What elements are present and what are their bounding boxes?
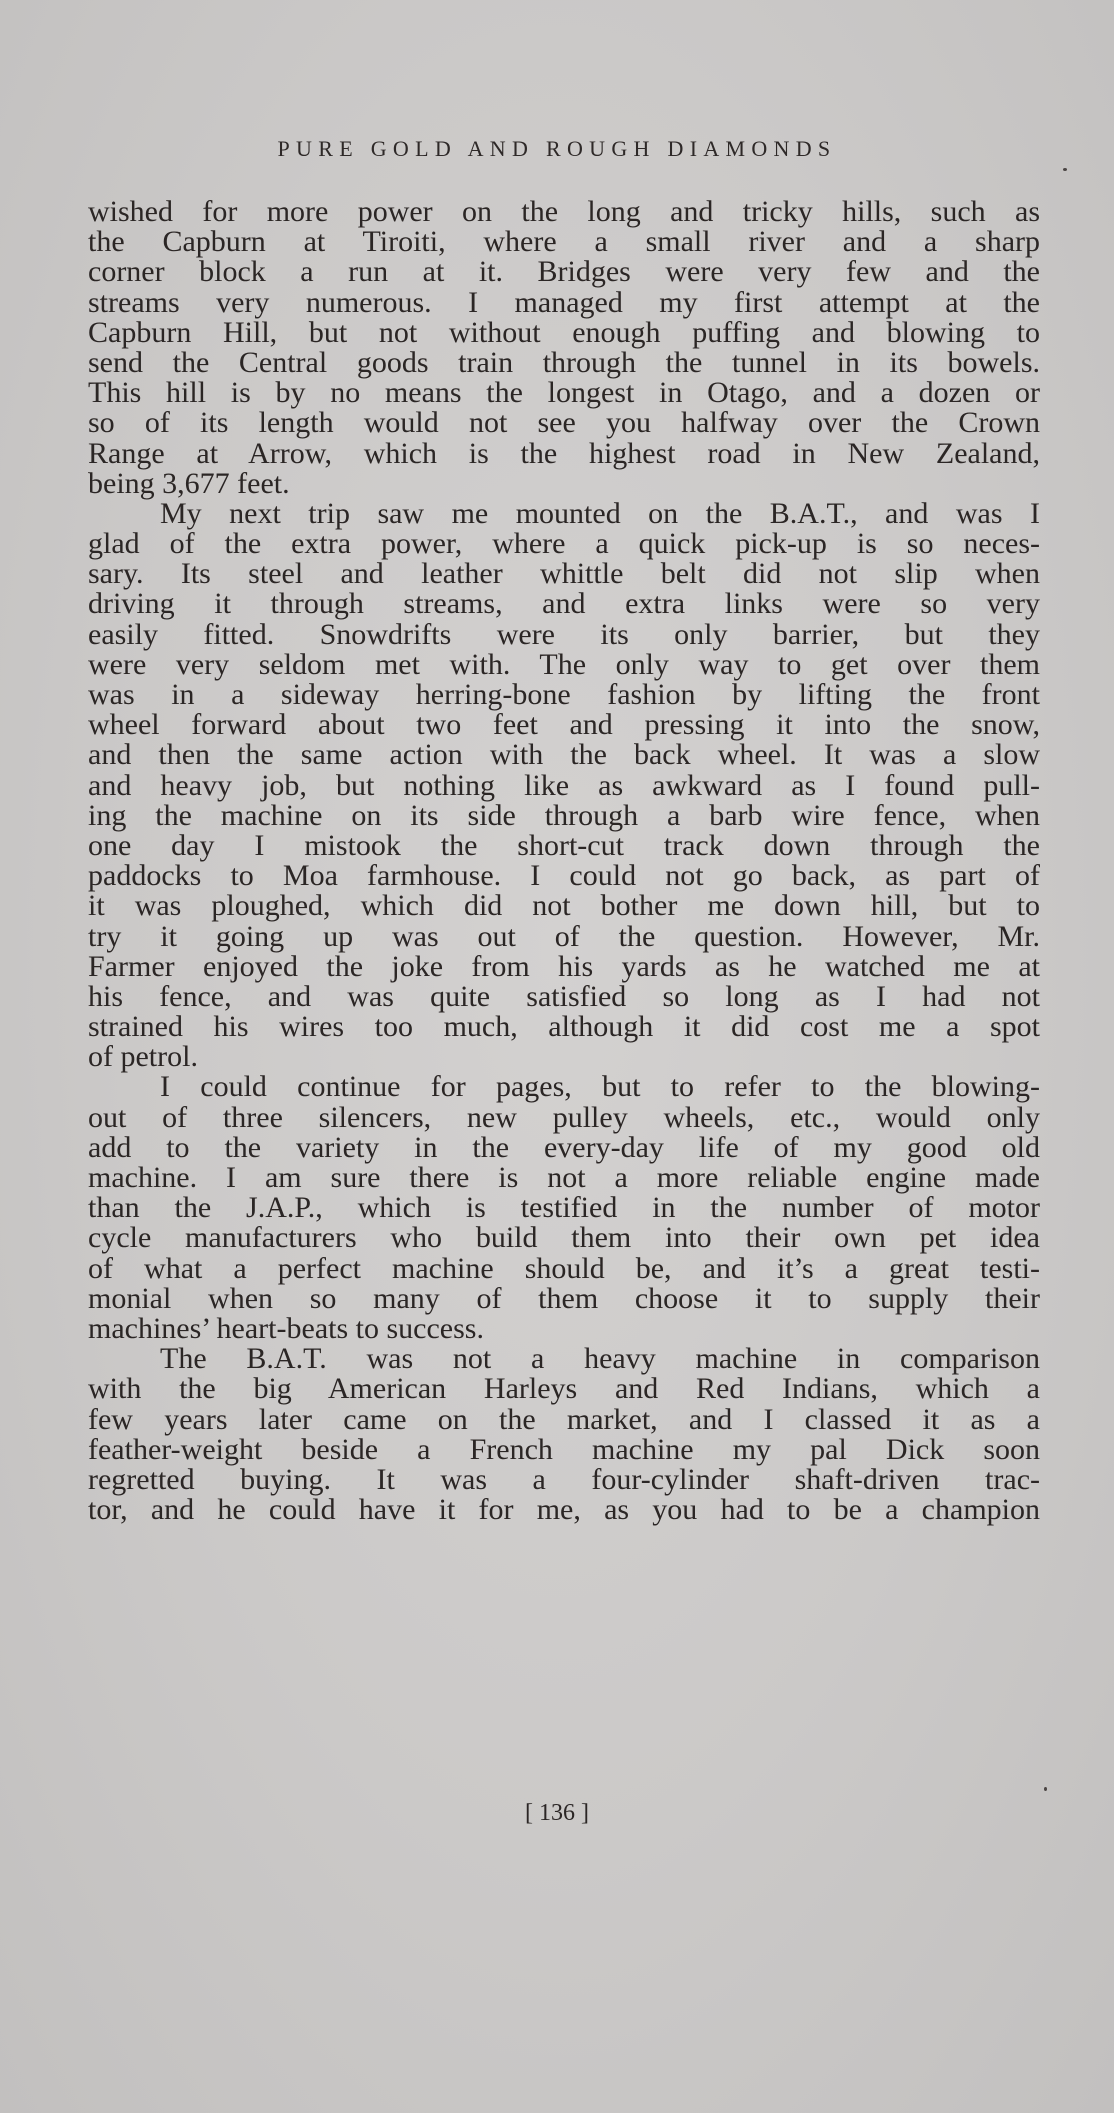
- text-line: wheel forward about two feet and pressing it into the snow,: [88, 708, 1040, 742]
- text-line: ing the machine on its side through a barb wire fence, when: [88, 798, 1040, 832]
- text-line: tor, and he could have it for me, as you had to be a champion: [88, 1493, 1040, 1527]
- text-line: than the J.A.P., which is testified in the number of motor: [88, 1191, 1040, 1225]
- text-line: I could continue for pages, but to refer to the blowing-: [160, 1070, 1040, 1104]
- text-line: of petrol.: [88, 1040, 198, 1074]
- text-line: and heavy job, but nothing like as awkward as I found pull-: [88, 768, 1040, 802]
- text-line: with the big American Harleys and Red Indians, which a: [88, 1372, 1040, 1406]
- text-line: so of its length would not see you halfway over the Crown: [88, 406, 1040, 440]
- text-line: send the Central goods train through the tunnel in its bowels.: [88, 345, 1040, 379]
- text-line: strained his wires too much, although it did cost me a spot: [88, 1010, 1040, 1044]
- text-line: his fence, and was quite satisfied so long as I had not: [88, 979, 1040, 1013]
- text-line: one day I mistook the short-cut track down through the: [88, 828, 1040, 862]
- print-speck: [1044, 1787, 1047, 1791]
- text-line: try it going up was out of the question. However, Mr.: [88, 919, 1040, 953]
- text-line: machine. I am sure there is not a more reliable engine made: [88, 1161, 1040, 1194]
- paragraph: [88, 197, 1040, 499]
- text-line: sary. Its steel and leather whittle belt did not slip when: [88, 557, 1040, 591]
- text-line: add to the variety in the every-day life of my good old: [88, 1130, 1040, 1164]
- text-line: of what a perfect machine should be, and it’s a great testi-: [88, 1251, 1040, 1285]
- paragraph: [88, 1072, 1040, 1344]
- text-line: corner block a run at it. Bridges were very few and the: [88, 255, 1040, 289]
- text-line: it was ploughed, which did not bother me down hill, but to: [88, 889, 1040, 923]
- paragraph: [88, 496, 1040, 1074]
- text-line: were very seldom met with. The only way to get over them: [88, 647, 1040, 681]
- text-line: cycle manufacturers who build them into their own pet idea: [88, 1221, 1040, 1255]
- text-line: the Capburn at Tiroiti, where a small river and a sharp: [88, 225, 1040, 259]
- paragraph: [88, 1344, 1040, 1525]
- text-line: Farmer enjoyed the joke from his yards as he watched me at: [88, 949, 1040, 983]
- text-line: few years later came on the market, and I classed it as a: [88, 1402, 1040, 1436]
- text-line: regretted buying. It was a four-cylinder shaft-driven trac-: [88, 1462, 1040, 1496]
- text-line: being 3,677 feet.: [88, 466, 290, 500]
- page-number: [ 136 ]: [525, 1800, 589, 1826]
- print-speck: [1063, 168, 1067, 171]
- text-line: streams very numerous. I managed my first attempt at the: [88, 285, 1040, 319]
- text-line: was in a sideway herring-bone fashion by lifting the front: [88, 678, 1040, 711]
- text-line: The B.A.T. was not a heavy machine in comparison: [160, 1342, 1040, 1376]
- text-line: This hill is by no means the longest in Otago, and a dozen or: [88, 376, 1040, 410]
- running-head: PURE GOLD AND ROUGH DIAMONDS: [277, 136, 837, 161]
- text-line: easily fitted. Snowdrifts were its only barrier, but they: [88, 617, 1040, 651]
- text-line: paddocks to Moa farmhouse. I could not go back, as part of: [88, 859, 1040, 893]
- body-text: [88, 197, 1040, 1525]
- text-line: glad of the extra power, where a quick pick-up is so neces-: [88, 527, 1040, 561]
- text-line: My next trip saw me mounted on the B.A.T., and was I: [160, 496, 1040, 530]
- text-line: wished for more power on the long and tricky hills, such as: [88, 195, 1040, 228]
- text-line: monial when so many of them choose it to supply their: [88, 1281, 1040, 1315]
- text-line: Capburn Hill, but not without enough puffing and blowing to: [88, 315, 1040, 349]
- text-line: out of three silencers, new pulley wheels, etc., would only: [88, 1100, 1040, 1134]
- text-line: and then the same action with the back wheel. It was a slow: [88, 738, 1040, 772]
- text-line: feather-weight beside a French machine my pal Dick soon: [88, 1432, 1040, 1466]
- text-line: driving it through streams, and extra links were so very: [88, 587, 1040, 621]
- text-line: machines’ heart-beats to success.: [88, 1311, 484, 1345]
- text-line: Range at Arrow, which is the highest road in New Zealand,: [88, 436, 1040, 470]
